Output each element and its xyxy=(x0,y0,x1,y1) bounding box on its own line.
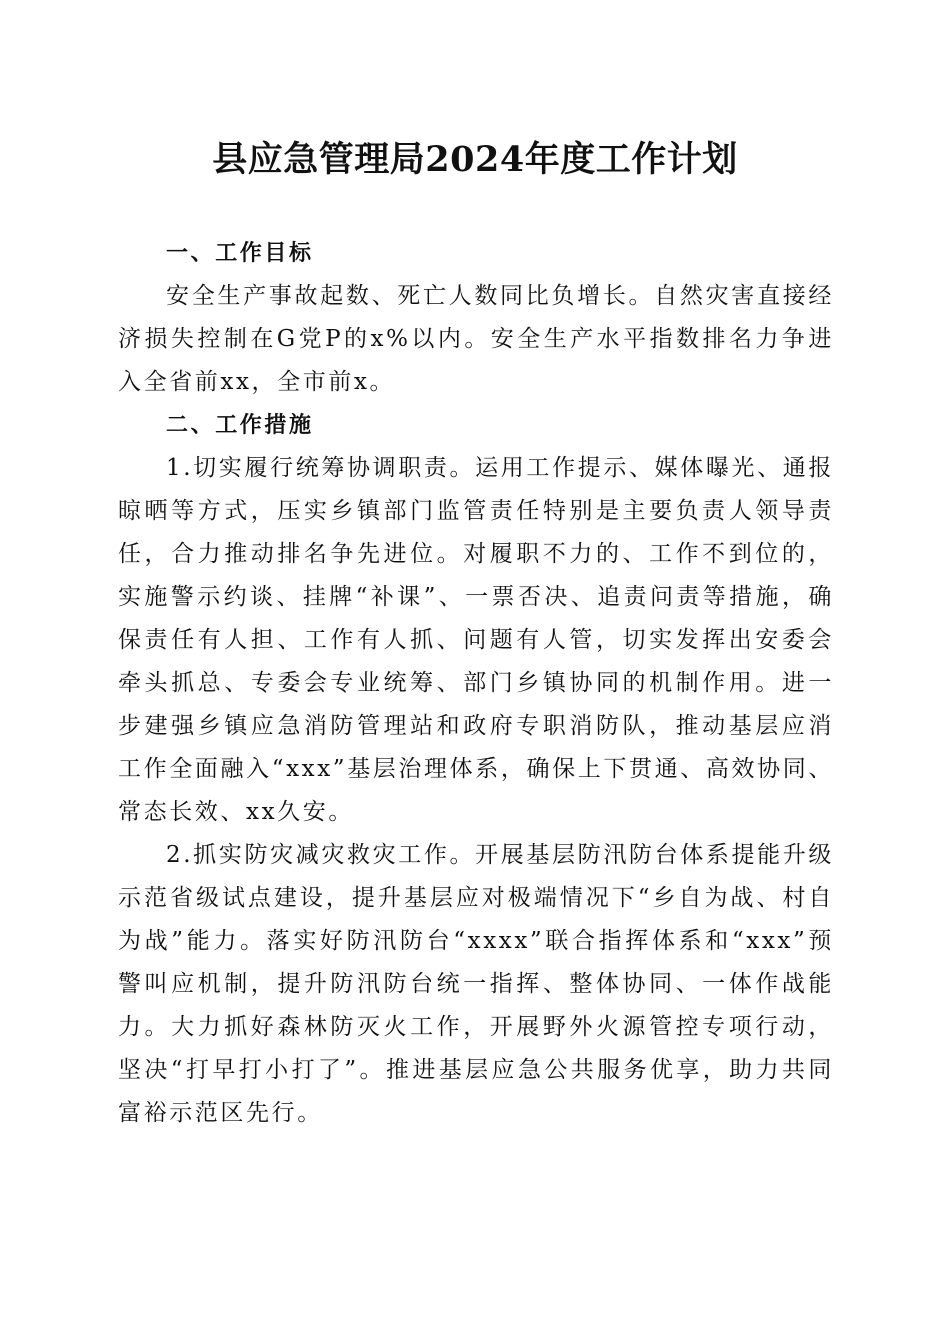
measure-paragraph-1: 1.切实履行统筹协调职责。运用工作提示、媒体曝光、通报晾晒等方式，压实乡镇部门监管责任特别是主要负责人领导责任，合力推动排名争先进位。对履职不力的、工作不到位的，实施警示约谈、挂牌“补课”、一票否决、追责问责等措施，确保责任有人担、工作有人抓、问题有人管，切实发挥出安委会牵头抓总、专委会专业统筹、部门乡镇协同的机制作用。进一步建强乡镇应急消防管理站和政府专职消防队，推动基层应消工作全面融入“xxx”基层治理体系，确保上下贯通、高效协同、常态长效、xx久安。 xyxy=(118,455,834,825)
section-heading: 二、工作措施 xyxy=(166,413,314,438)
section-goals xyxy=(118,232,834,404)
measure-paragraph-2: 2.抓实防灾减灾救灾工作。开展基层防汛防台体系提能升级示范省级试点建设，提升基层应对极端情况下“乡自为战、村自为战”能力。落实好防汛防台“xxxx”联合指挥体系和“xxx”预警叫应机制，提升防汛防台统一指挥、整体协同、一体作战能力。大力抓好森林防灭火工作，开展野外火源管控专项行动，坚决“打早打小打了”。推进基层应急公共服务优享，助力共同富裕示范区先行。 xyxy=(118,842,834,1126)
section-heading: 一、工作目标 xyxy=(166,241,314,266)
document-title: 县应急管理局2024年度工作计划 xyxy=(212,139,738,180)
document-body xyxy=(118,232,834,1135)
goals-paragraph: 安全生产事故起数、死亡人数同比负增长。自然灾害直接经济损失控制在G党P的x%以内。安全生产水平指数排名力争进入全省前xx，全市前x。 xyxy=(118,283,834,395)
section-measures xyxy=(118,404,834,1135)
